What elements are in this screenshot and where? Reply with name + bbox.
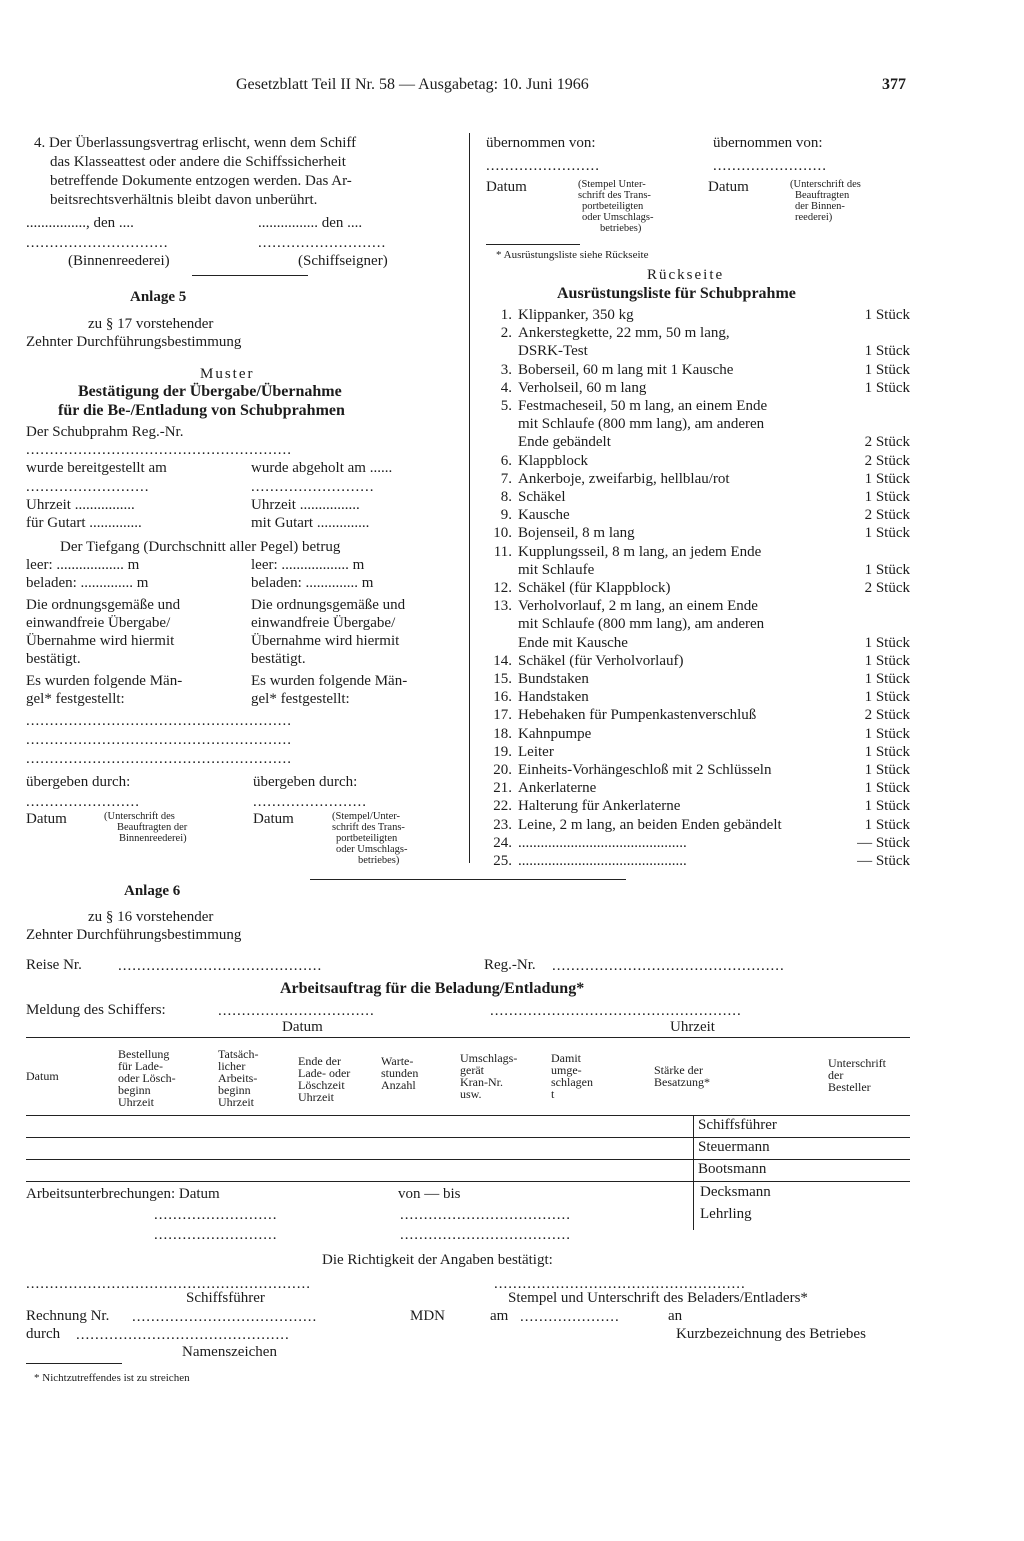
list-item-quantity: 1 Stück — [864, 380, 910, 396]
column-header: Besteller — [828, 1080, 871, 1094]
schubprahm-reg: Der Schubprahm Reg.-Nr. — [26, 424, 184, 440]
anlage5-heading1: Bestätigung der Übergabe/Übernahme — [78, 383, 342, 400]
label-schiffseigner: (Schiffseigner) — [298, 253, 388, 269]
table-rule — [26, 1181, 910, 1182]
list-item-quantity: 1 Stück — [864, 798, 910, 814]
list-item-text: DSRK-Test — [518, 343, 588, 359]
footnote-streichen: * Nichtzutreffendes ist zu streichen — [34, 1372, 190, 1384]
r-sig-right-4: reederei) — [795, 212, 833, 223]
column-header: beginn — [118, 1083, 151, 1097]
list-item-quantity: 1 Stück — [864, 362, 910, 378]
beladen-right: beladen: .............. m — [251, 575, 374, 591]
list-item-quantity: 1 Stück — [864, 653, 910, 669]
column-header: der — [828, 1068, 844, 1082]
list-item-quantity: 2 Stück — [864, 434, 910, 450]
crew-bootsmann: Bootsmann — [698, 1161, 767, 1177]
muster-label: Muster — [200, 366, 255, 382]
list-item-text: Ende gebändelt — [518, 434, 611, 450]
bereitgestellt: wurde bereitgestellt am — [26, 460, 167, 476]
crew-lehrling: Lehrling — [700, 1206, 752, 1222]
column-header: Ende der — [298, 1054, 341, 1068]
list-item-number: 16. — [493, 689, 512, 705]
column-header: beginn — [218, 1083, 251, 1097]
dots: ........................ — [253, 794, 367, 810]
list-item-quantity: 1 Stück — [864, 343, 910, 359]
dots: ..................... — [520, 1309, 620, 1325]
column-header: für Lade- — [118, 1059, 163, 1073]
list-item-text: Verholvorlauf, 2 m lang, an einem Ende — [518, 598, 758, 614]
label-an: an — [668, 1308, 683, 1324]
list-item-text: Boberseil, 60 m lang mit 1 Kausche — [518, 362, 734, 378]
kurzbezeichnung: Kurzbezeichnung des Betriebes — [676, 1326, 866, 1342]
list-item-number: 23. — [493, 817, 512, 833]
list-item-number: 22. — [493, 798, 512, 814]
list-item-quantity: 1 Stück — [864, 671, 910, 687]
list-item-quantity: 2 Stück — [864, 507, 910, 523]
label-binnenreederei: (Binnenreederei) — [68, 253, 170, 269]
label-am: am — [490, 1308, 509, 1324]
dots: ........................ — [26, 794, 140, 810]
list-item-text: mit Schlaufe (800 mm lang), am anderen — [518, 416, 765, 432]
footnote-rule — [486, 244, 580, 245]
meldung-schiffer: Meldung des Schiffers: — [26, 1002, 166, 1018]
list-item-text: Leiter — [518, 744, 554, 760]
ordnung-right-4: bestätigt. — [251, 651, 306, 667]
uebernommen-right: übernommen von: — [713, 135, 823, 151]
dots: .................................... — [400, 1227, 571, 1243]
column-header: gerät — [460, 1063, 484, 1077]
list-item-text: Kausche — [518, 507, 570, 523]
dots: .......................... — [251, 479, 375, 495]
list-item-text: Handstaken — [518, 689, 589, 705]
dots: ..................................................... — [494, 1276, 746, 1292]
anlage6-ref2: Zehnter Durchführungsbestimmung — [26, 927, 242, 943]
list-item-text: Schäkel (für Klappblock) — [518, 580, 671, 596]
column-header: Tatsäch- — [218, 1047, 259, 1061]
sig-line-right: ................ den .... — [258, 215, 363, 231]
list-item-text: Schäkel — [518, 489, 566, 505]
table-rule — [26, 1137, 910, 1138]
r-sig-right-3: der Binnen- — [795, 201, 845, 212]
list-item-quantity: 1 Stück — [864, 817, 910, 833]
footnote-ausruestung: * Ausrüstungsliste siehe Rückseite — [496, 249, 649, 261]
list-item-quantity: — Stück — [857, 853, 910, 869]
list-item-number: 18. — [493, 726, 512, 742]
dots: ................................. — [218, 1003, 375, 1019]
list-item-quantity: 1 Stück — [864, 762, 910, 778]
list-item-number: 4. — [500, 380, 512, 396]
sig-right-caption-1: (Stempel/Unter- — [332, 811, 401, 822]
list-item-quantity: 1 Stück — [864, 562, 910, 578]
sig-right-caption-5: betriebes) — [358, 855, 400, 866]
list-title: Ausrüstungsliste für Schubprahme — [557, 285, 796, 302]
dots: ........................................................ — [26, 732, 292, 748]
r-sig-left-1: (Stempel Unter- — [578, 179, 646, 190]
column-header: Löschzeit — [298, 1078, 345, 1092]
column-header: Uhrzeit — [298, 1090, 334, 1104]
list-item-text: Hebehaken für Pumpenkastenverschluß — [518, 707, 757, 723]
list-item-quantity: 1 Stück — [864, 744, 910, 760]
table-rule — [26, 1159, 910, 1160]
unterbrechungen: Arbeitsunterbrechungen: Datum — [26, 1186, 220, 1202]
anlage5-ref1: zu § 17 vorstehender — [88, 316, 214, 332]
list-item-text: Ankerstegkette, 22 mm, 50 m lang, — [518, 325, 730, 341]
list-item-quantity: 2 Stück — [864, 453, 910, 469]
column-header: Stärke der — [654, 1063, 703, 1077]
column-header: Kran-Nr. — [460, 1075, 503, 1089]
namenszeichen: Namenszeichen — [182, 1344, 277, 1360]
ordnung-left-4: bestätigt. — [26, 651, 81, 667]
separator — [192, 275, 308, 276]
maengel-right-2: gel* festgestellt: — [251, 691, 350, 707]
maengel-left-2: gel* festgestellt: — [26, 691, 125, 707]
dots: ........................... — [258, 235, 387, 251]
column-header: Uhrzeit — [118, 1095, 154, 1109]
list-item-text: Einheits-Vorhängeschloß mit 2 Schlüsseln — [518, 762, 772, 778]
sig-line-left: ................, den .... — [26, 215, 134, 231]
r-sig-left-3: portbeteiligten — [582, 201, 644, 212]
para4-line3: betreffende Dokumente entzogen werden. Das Ar- — [50, 173, 352, 189]
crew-steuermann: Steuermann — [698, 1139, 770, 1155]
list-item-text: mit Schlaufe — [518, 562, 595, 578]
column-header: Bestellung — [118, 1047, 170, 1061]
richtigkeit: Die Richtigkeit der Angaben bestätigt: — [322, 1252, 553, 1268]
column-header: Anzahl — [381, 1078, 416, 1092]
column-divider — [469, 133, 470, 863]
von-bis: von — bis — [398, 1186, 461, 1202]
crew-divider — [693, 1115, 694, 1230]
dots: .......................... — [154, 1207, 278, 1223]
sig-right-caption-3: portbeteiligten — [336, 833, 398, 844]
dots: ........................ — [713, 158, 827, 174]
list-item-quantity: 1 Stück — [864, 689, 910, 705]
list-item-text: Halterung für Ankerlaterne — [518, 798, 681, 814]
list-item-number: 6. — [500, 453, 512, 469]
list-item-text: Kupplungsseil, 8 m lang, an jedem Ende — [518, 544, 762, 560]
r-sig-left-5: betriebes) — [600, 223, 642, 234]
column-header: Lade- oder — [298, 1066, 351, 1080]
dots: ................................................. — [552, 958, 785, 974]
column-header: Arbeits- — [218, 1071, 258, 1085]
footnote-rule — [26, 1363, 122, 1364]
column-header: licher — [218, 1059, 246, 1073]
gutart-right: mit Gutart .............. — [251, 515, 370, 531]
list-item-number: 12. — [493, 580, 512, 596]
datum-r-right: Datum — [708, 179, 749, 195]
column-header: umge- — [551, 1063, 582, 1077]
dots: .......................... — [154, 1227, 278, 1243]
beladen-left: beladen: .............. m — [26, 575, 149, 591]
rechnung-nr: Rechnung Nr. — [26, 1308, 110, 1324]
ordnung-right-1: Die ordnungsgemäße und — [251, 597, 406, 613]
dots: .......................... — [26, 479, 150, 495]
datum-right: Datum — [253, 811, 294, 827]
mdn: MDN — [410, 1308, 446, 1324]
sig-left-caption-2: Beauftragten der — [117, 822, 188, 833]
anlage5-heading2: für die Be-/Entladung von Schubprahmen — [58, 402, 345, 419]
list-item-text: Ankerlaterne — [518, 780, 597, 796]
r-sig-left-2: schrift des Trans- — [578, 190, 651, 201]
list-item-number: 9. — [500, 507, 512, 523]
list-item-number: 14. — [493, 653, 512, 669]
dots: ............................................................ — [26, 1276, 311, 1292]
list-item-text: Ende mit Kausche — [518, 635, 628, 651]
datum-left: Datum — [26, 811, 67, 827]
list-item-number: 10. — [493, 525, 512, 541]
sig-left-caption-3: Binnenreederei) — [119, 833, 187, 844]
r-sig-left-4: oder Umschlags- — [582, 212, 654, 223]
column-header: t — [551, 1087, 555, 1101]
list-item-quantity: 1 Stück — [864, 307, 910, 323]
leer-left: leer: .................. m — [26, 557, 140, 573]
gutart-left: für Gutart .............. — [26, 515, 142, 531]
ordnung-right-2: einwandfreie Übergabe/ — [251, 615, 396, 631]
list-item-number: 7. — [500, 471, 512, 487]
uebergeben-right: übergeben durch: — [253, 774, 358, 790]
r-sig-right-1: (Unterschrift des — [790, 179, 861, 190]
list-item-text: Klappblock — [518, 453, 588, 469]
abgeholt: wurde abgeholt am ...... — [251, 460, 393, 476]
leer-right: leer: .................. m — [251, 557, 365, 573]
dots: .................................... — [400, 1207, 571, 1223]
dots: ....................................... — [132, 1309, 318, 1325]
maengel-left-1: Es wurden folgende Män- — [26, 673, 183, 689]
list-item-number: 5. — [500, 398, 512, 414]
ordnung-left-3: Übernahme wird hiermit — [26, 633, 175, 649]
sig-right-caption-2: schrift des Trans- — [332, 822, 405, 833]
reise-nr: Reise Nr. — [26, 957, 82, 973]
table-rule — [26, 1115, 910, 1116]
maengel-right-1: Es wurden folgende Män- — [251, 673, 408, 689]
anlage6-title: Anlage 6 — [124, 883, 181, 899]
column-header: Datum — [26, 1069, 59, 1083]
list-item-number: 11. — [493, 544, 512, 560]
label-uhrzeit: Uhrzeit — [670, 1019, 715, 1035]
rueckseite-label: Rückseite — [647, 267, 725, 283]
dots: ........................................................ — [26, 713, 292, 729]
list-item-number: 17. — [493, 707, 512, 723]
list-item-text: Klippanker, 350 kg — [518, 307, 634, 323]
list-item-text: Bojenseil, 8 m lang — [518, 525, 635, 541]
list-item-text: ............................................. — [518, 835, 687, 851]
para4-line1: 4. Der Überlassungsvertrag erlischt, wenn dem Schiff — [34, 135, 357, 151]
list-item-text: mit Schlaufe (800 mm lang), am anderen — [518, 616, 765, 632]
column-header: stunden — [381, 1066, 419, 1080]
list-item-number: 13. — [493, 598, 512, 614]
section-separator — [310, 879, 626, 880]
datum-r-left: Datum — [486, 179, 527, 195]
dots: ........................................... — [118, 958, 323, 974]
dots: ..................................................... — [490, 1003, 742, 1019]
column-header: Uhrzeit — [218, 1095, 254, 1109]
label-stempel: Stempel und Unterschrift des Beladers/Entladers* — [508, 1290, 808, 1306]
label-durch: durch — [26, 1326, 61, 1342]
uebernommen-left: übernommen von: — [486, 135, 596, 151]
list-item-text: Festmacheseil, 50 m lang, an einem Ende — [518, 398, 768, 414]
ordnung-left-1: Die ordnungsgemäße und — [26, 597, 181, 613]
list-item-quantity: 1 Stück — [864, 780, 910, 796]
list-item-number: 24. — [493, 835, 512, 851]
uhrzeit-right: Uhrzeit ................ — [251, 497, 360, 513]
list-item-quantity: 1 Stück — [864, 726, 910, 742]
list-item-text: Verholseil, 60 m lang — [518, 380, 647, 396]
list-item-number: 15. — [493, 671, 512, 687]
sig-left-caption-1: (Unterschrift des — [104, 811, 175, 822]
list-item-number: 8. — [500, 489, 512, 505]
uebergeben-left: übergeben durch: — [26, 774, 131, 790]
column-header: oder Lösch- — [118, 1071, 176, 1085]
crew-decksmann: Decksmann — [700, 1184, 771, 1200]
table-top-rule — [26, 1037, 910, 1038]
column-header: Warte- — [381, 1054, 414, 1068]
dots: ............................................. — [76, 1327, 290, 1343]
list-item-quantity: — Stück — [857, 835, 910, 851]
list-item-text: Schäkel (für Verholvorlauf) — [518, 653, 684, 669]
r-sig-right-2: Beauftragten — [795, 190, 850, 201]
list-item-number: 2. — [500, 325, 512, 341]
list-item-number: 1. — [500, 307, 512, 323]
list-item-text: ............................................. — [518, 853, 687, 869]
crew-schiffsfuehrer: Schiffsführer — [698, 1117, 777, 1133]
column-header: usw. — [460, 1087, 482, 1101]
column-header: Unterschrift — [828, 1056, 886, 1070]
uhrzeit-left: Uhrzeit ................ — [26, 497, 135, 513]
list-item-number: 19. — [493, 744, 512, 760]
dots: .............................. — [26, 235, 169, 251]
dots: ........................................................ — [26, 442, 292, 458]
list-item-text: Bundstaken — [518, 671, 589, 687]
dots: ........................................................ — [26, 751, 292, 767]
anlage5-ref2: Zehnter Durchführungsbestimmung — [26, 334, 242, 350]
page-number: 377 — [882, 76, 906, 93]
list-item-number: 3. — [500, 362, 512, 378]
anlage6-heading: Arbeitsauftrag für die Beladung/Entladung* — [280, 980, 585, 997]
list-item-quantity: 1 Stück — [864, 471, 910, 487]
ordnung-left-2: einwandfreie Übergabe/ — [26, 615, 171, 631]
list-item-quantity: 2 Stück — [864, 707, 910, 723]
tiefgang: Der Tiefgang (Durchschnitt aller Pegel) betrug — [60, 539, 341, 555]
dots: ........................ — [486, 158, 600, 174]
list-item-number: 20. — [493, 762, 512, 778]
column-header: Besatzung* — [654, 1075, 710, 1089]
column-header: Damit — [551, 1051, 581, 1065]
list-item-text: Leine, 2 m lang, an beiden Enden gebändelt — [518, 817, 782, 833]
list-item-number: 25. — [493, 853, 512, 869]
list-item-text: Kahnpumpe — [518, 726, 592, 742]
running-header: Gesetzblatt Teil II Nr. 58 — Ausgabetag: 10. Juni 1966 — [236, 76, 589, 93]
anlage5-title: Anlage 5 — [130, 289, 187, 305]
sig-right-caption-4: oder Umschlags- — [336, 844, 408, 855]
reg-nr: Reg.-Nr. — [484, 957, 536, 973]
list-item-number: 21. — [493, 780, 512, 796]
list-item-quantity: 2 Stück — [864, 580, 910, 596]
para4-line4: beitsrechtsverhältnis bleibt davon unberührt. — [50, 192, 318, 208]
para4-line2: das Klasseattest oder andere die Schiffssicherheit — [50, 154, 346, 170]
ordnung-right-3: Übernahme wird hiermit — [251, 633, 400, 649]
column-header: Umschlags- — [460, 1051, 518, 1065]
anlage6-ref1: zu § 16 vorstehender — [88, 909, 214, 925]
label-datum: Datum — [282, 1019, 323, 1035]
label-schiffsfuehrer: Schiffsführer — [186, 1290, 265, 1306]
list-item-text: Ankerboje, zweifarbig, hellblau/rot — [518, 471, 730, 487]
list-item-quantity: 1 Stück — [864, 525, 910, 541]
list-item-quantity: 1 Stück — [864, 489, 910, 505]
column-header: schlagen — [551, 1075, 593, 1089]
list-item-quantity: 1 Stück — [864, 635, 910, 651]
